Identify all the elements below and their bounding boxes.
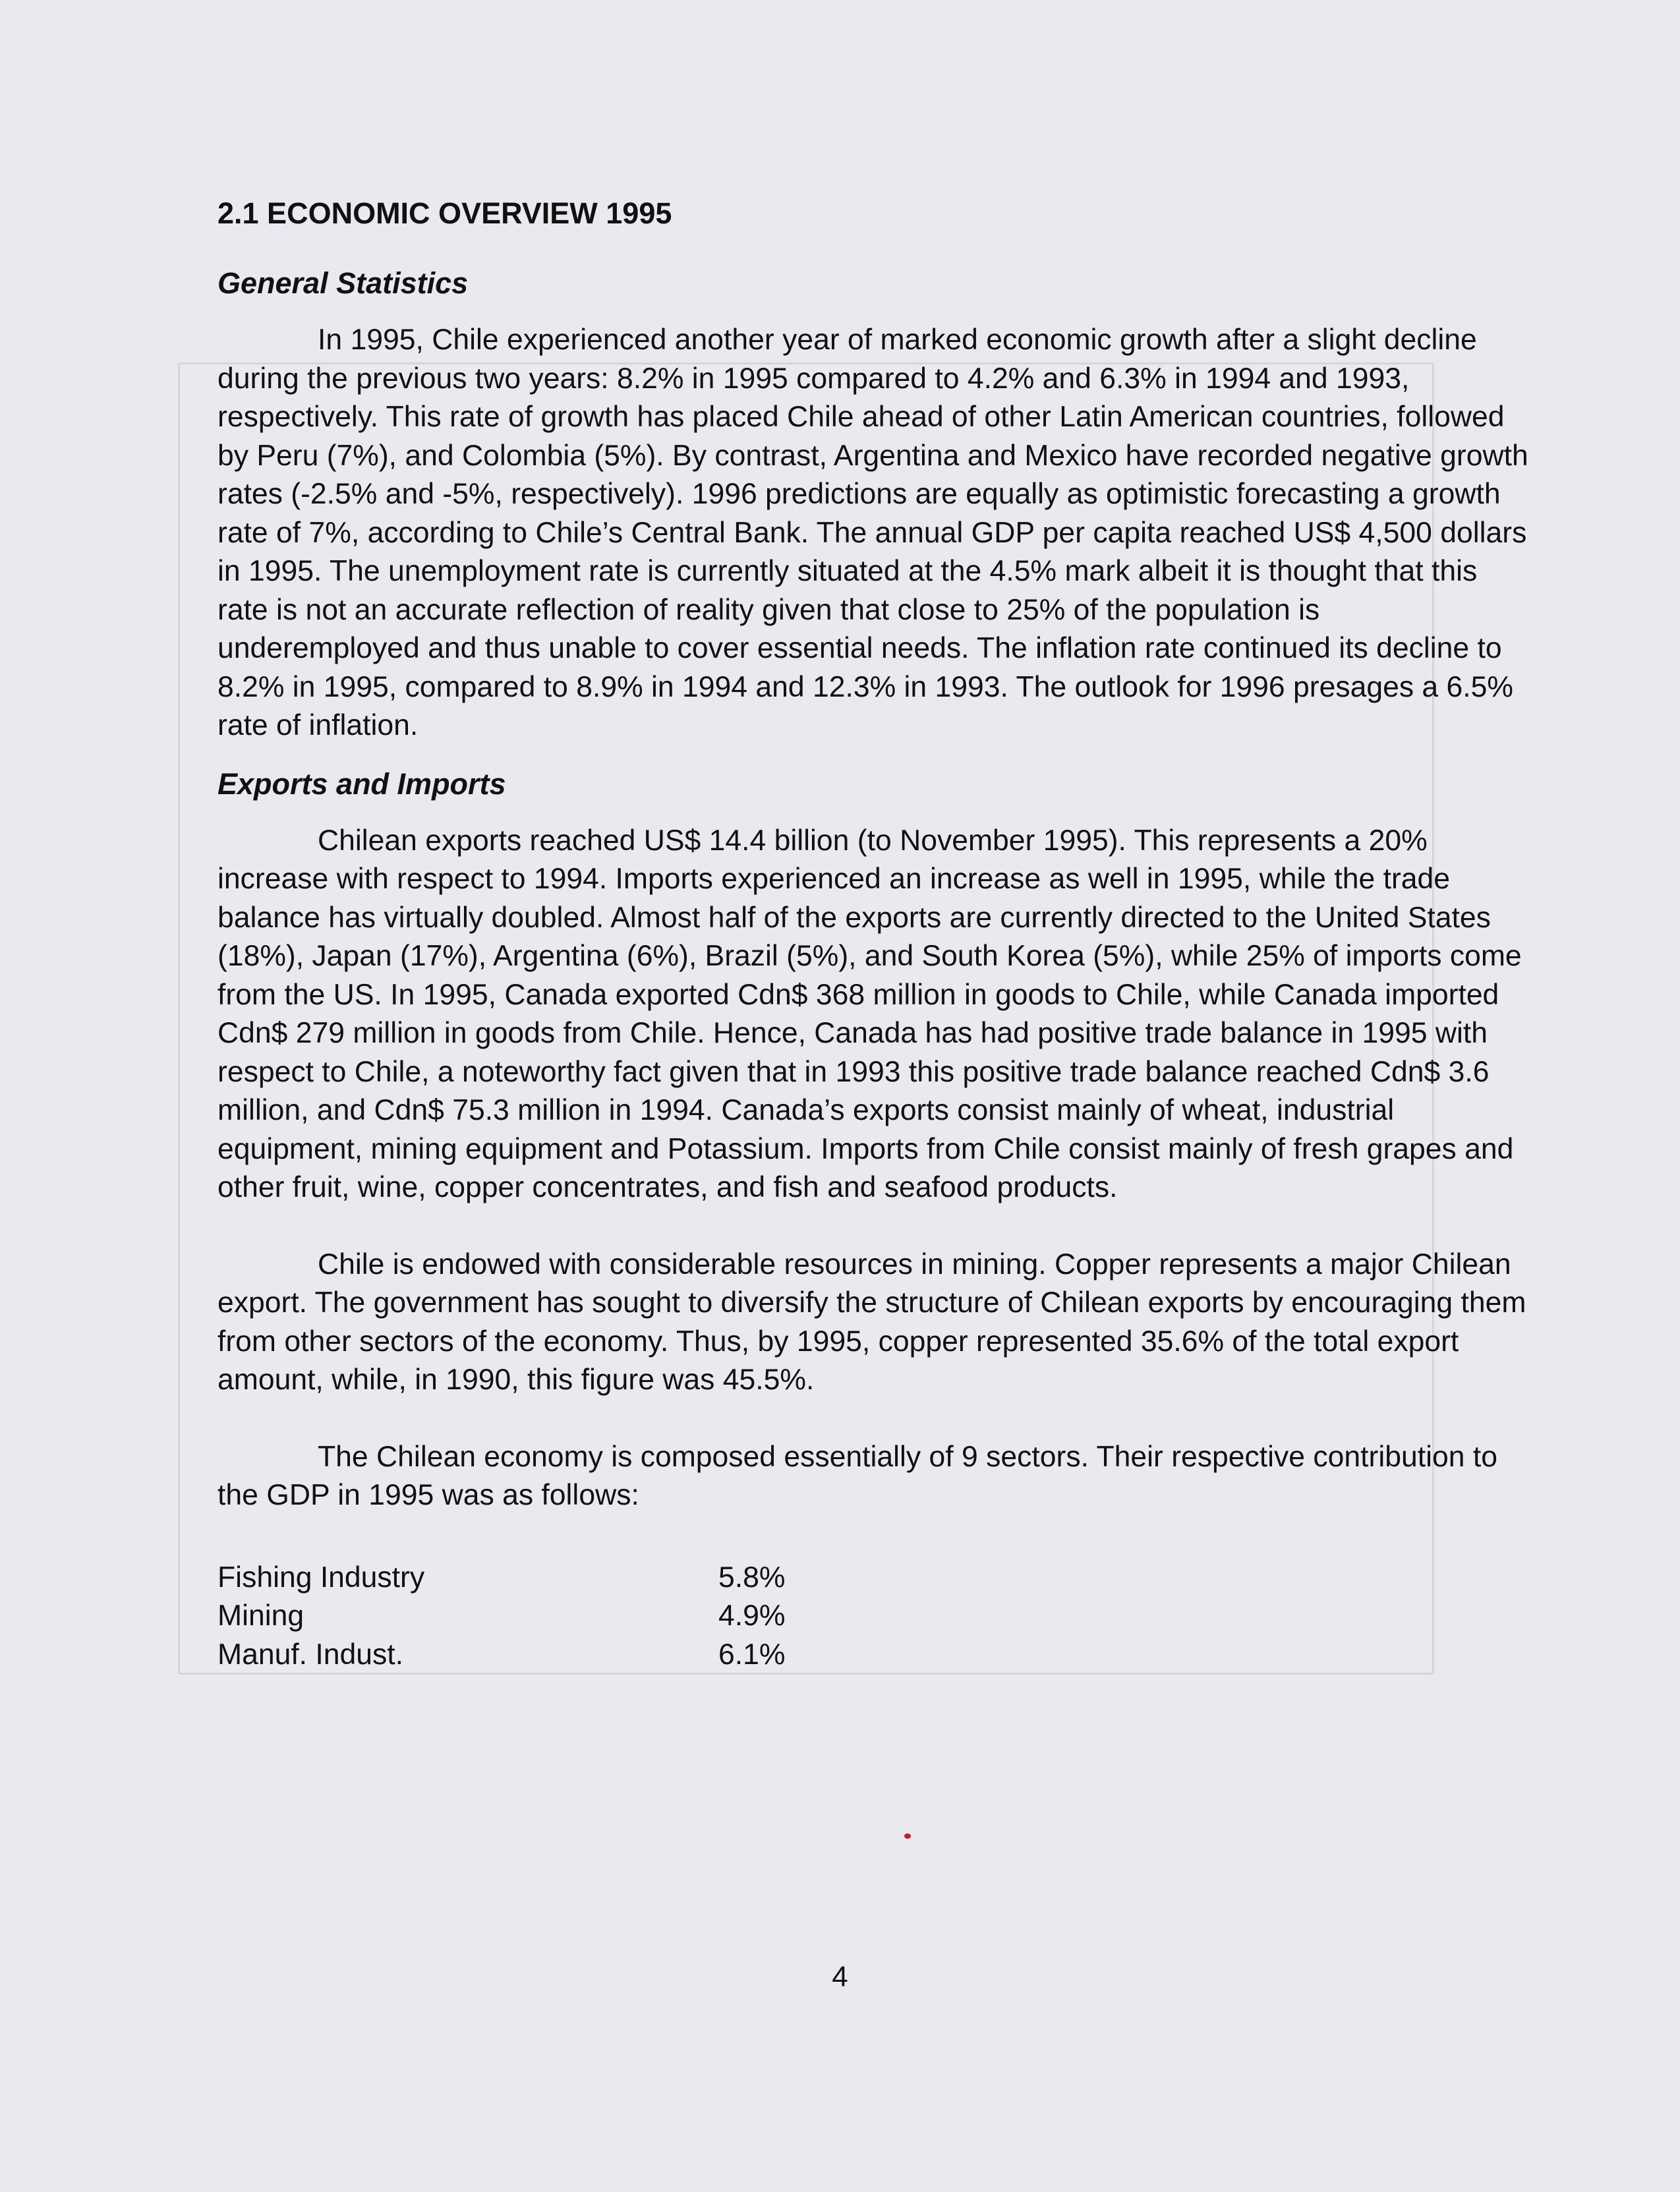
general-statistics-paragraph: In 1995, Chile experienced another year of marked economic growth after a slight decline during the previous two years: 8.2% in 1995 compared to 4.2% and 6.3% in 1994 and 1993, respectively. This rate of growth has placed Chile ahead of other Latin American countries, followed by Peru (7%), and Colombia (5%). By contrast, Argentina and Mexico have recorded negative growth rates (-2.5% and -5%, respectively). 1996 predictions are equally as optimistic forecasting a growth rate of 7%, according to Chile’s Central Bank. The annual GDP per capita reached US$ 4,500 dollars in 1995. The unemployment rate is currently situated at the 4.5% mark albeit it is thought that this rate is not an accurate reflection of reality given that close to 25% of the population is underemployed and thus unable to cover essential needs. The inflation rate continued its decline to 8.2% in 1995, compared to 8.9% in 1994 and 12.3% in 1993. The outlook for 1996 presages a 6.5% rate of inflation. [217, 324, 1528, 741]
exports-paragraph-1: Chilean exports reached US$ 14.4 billion (to November 1995). This represents a 20% increase with respect to 1994. Imports experienced an increase as well in 1995, while the trade balance has virtually doubled. Almost half of the exports are currently directed to the United States (18%), Japan (17%), Argentina (6%), Brazil (5%), and South Korea (5%), while 25% of imports come from the US. In 1995, Canada exported Cdn$ 368 million in goods to Chile, while Canada imported Cdn$ 279 million in goods from Chile. Hence, Canada has had positive trade balance in 1995 with respect to Chile, a noteworthy fact given that in 1993 this positive trade balance reached Cdn$ 3.6 million, and Cdn$ 75.3 million in 1994. Canada’s exports consist mainly of wheat, industrial equipment, mining equipment and Potassium. Imports from Chile consist mainly of fresh grapes and other fruit, wine, copper concentrates, and fish and seafood products. [217, 824, 1522, 1203]
sector-value: 4.9% [718, 1600, 786, 1632]
sector-name: Mining [217, 1600, 304, 1632]
general-statistics-heading: General Statistics [217, 266, 469, 300]
sector-row [217, 1559, 785, 1598]
sector-name: Manuf. Indust. [217, 1638, 403, 1671]
sector-value: 6.1% [718, 1638, 786, 1671]
sector-row [217, 1597, 785, 1636]
section-title: 2.1 ECONOMIC OVERVIEW 1995 [217, 196, 672, 230]
sector-name: Fishing Industry [217, 1561, 425, 1594]
sector-table [217, 1559, 785, 1675]
exports-paragraph-3: The Chilean economy is composed essentially of 9 sectors. Their respective contribution to the GDP in 1995 was as follows: [217, 1440, 1497, 1511]
sector-row [217, 1636, 785, 1675]
exports-imports-heading: Exports and Imports [217, 766, 506, 801]
page-number: 4 [832, 1961, 848, 1993]
sector-value: 5.8% [718, 1561, 786, 1594]
exports-paragraph-2: Chile is endowed with considerable resources in mining. Copper represents a major Chilean export. The government has sought to diversify the structure of Chilean exports by encouraging them from other sectors of the economy. Thus, by 1995, copper represented 35.6% of the total export amount, while, in 1990, this figure was 45.5%. [217, 1248, 1526, 1396]
document-body [217, 194, 1529, 1674]
red-ink-mark [904, 1833, 911, 1839]
